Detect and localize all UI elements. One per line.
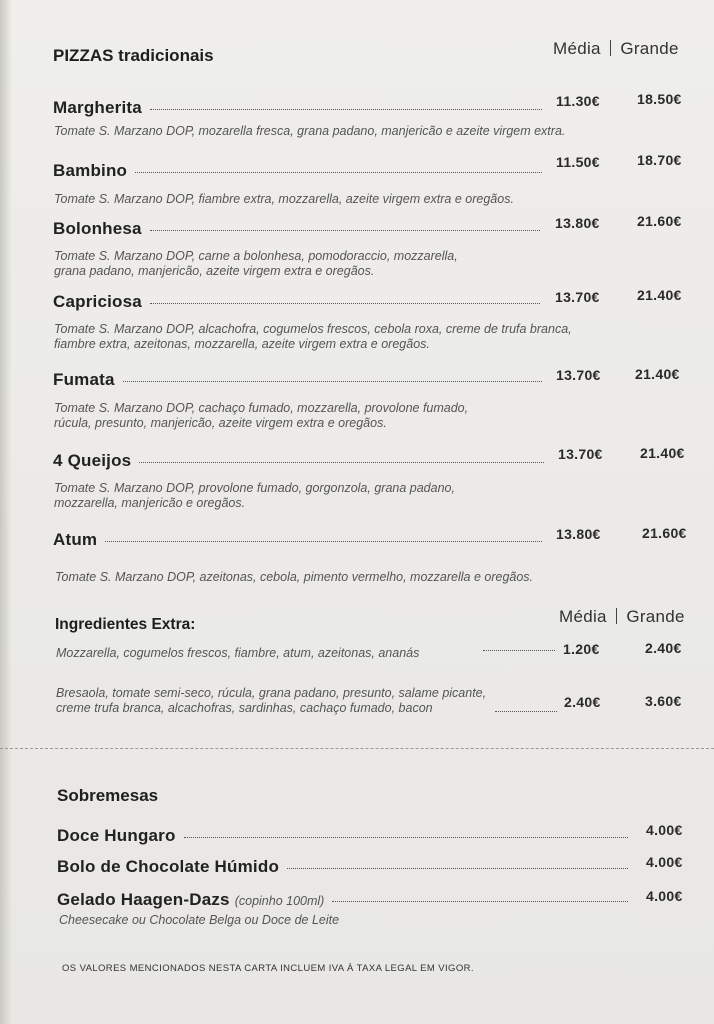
dot-leader	[139, 462, 544, 463]
price-media: 11.30€	[556, 93, 600, 109]
col-grande-label: Grande	[620, 39, 679, 58]
description-line: Tomate S. Marzano DOP, alcachofra, cogumelos frescos, cebola roxa, creme de trufa branca,	[54, 322, 572, 336]
item-description	[54, 322, 572, 352]
item-description	[54, 481, 455, 511]
dot-leader	[135, 172, 542, 173]
price-grande: 21.40€	[635, 366, 680, 382]
description-line: Tomate S. Marzano DOP, carne a bolonhesa, pomodoraccio, mozzarella,	[54, 249, 458, 263]
item-name: Doce Hungaro	[57, 826, 176, 845]
item-name: Bolo de Chocolate Húmido	[57, 857, 280, 876]
price-grande: 3.60€	[645, 693, 682, 709]
dot-leader	[123, 381, 542, 382]
price-grande: 21.60€	[637, 213, 682, 229]
pizzas-section-title: PIZZAS tradicionais	[53, 46, 214, 65]
dot-leader	[287, 868, 628, 869]
description-line: fiambre extra, azeitonas, mozzarella, azeite virgem extra e oregãos.	[54, 337, 430, 351]
price-media: 13.70€	[558, 446, 603, 462]
col-media-label: Média	[559, 607, 607, 626]
price-grande: 21.60€	[642, 525, 687, 541]
column-separator	[616, 608, 618, 624]
dot-leader	[150, 230, 540, 231]
description-line: grana padano, manjericão, azeite virgem extra e oregãos.	[54, 264, 375, 278]
description-line: Tomate S. Marzano DOP, provolone fumado, gorgonzola, grana padano,	[54, 481, 455, 495]
page-edge-shadow	[0, 0, 12, 1024]
dot-leader	[495, 711, 557, 712]
price-media: 13.70€	[555, 289, 600, 305]
menu-item-doce-hungaro	[57, 826, 634, 846]
menu-item-margherita	[53, 98, 548, 118]
menu-item-gelado	[57, 890, 634, 910]
menu-item-bambino	[53, 161, 548, 181]
item-name: Bambino	[53, 161, 128, 180]
item-name: Gelado Haagen-Dazs	[57, 890, 230, 909]
price-grande: 18.70€	[637, 152, 682, 168]
col-media-label: Média	[553, 39, 601, 58]
extras-line: Bresaola, tomate semi-seco, rúcula, grana padano, presunto, salame picante,	[56, 686, 487, 700]
tax-footnote: OS VALORES MENCIONADOS NESTA CARTA INCLUEM IVA À TAXA LEGAL EM VIGOR.	[62, 963, 474, 974]
menu-item-capriciosa	[53, 292, 546, 312]
item-description	[54, 249, 458, 279]
description-line: Tomate S. Marzano DOP, mozarella fresca, grana padano, manjericão e azeite virgem extra.	[54, 124, 566, 138]
item-name: Atum	[53, 530, 98, 549]
price-grande: 21.40€	[637, 287, 682, 303]
item-name: Bolonhesa	[53, 219, 142, 238]
extras-section-title: Ingredientes Extra:	[55, 616, 196, 633]
description-line: Tomate S. Marzano DOP, azeitonas, cebola, pimento vermelho, mozzarella e oregãos.	[55, 570, 534, 584]
item-description: Cheesecake ou Chocolate Belga ou Doce de Leite	[59, 913, 340, 927]
description-line: Tomate S. Marzano DOP, cachaço fumado, mozzarella, provolone fumado,	[54, 401, 469, 415]
price-media: 13.80€	[555, 215, 600, 231]
item-name: Margherita	[53, 98, 142, 117]
item-description	[54, 192, 514, 207]
dot-leader	[184, 837, 628, 838]
item-name: Capriciosa	[53, 292, 142, 311]
item-name: 4 Queijos	[53, 451, 132, 470]
pizzas-column-headers	[553, 39, 679, 59]
description-line: rúcula, presunto, manjericão, azeite virgem extra e oregãos.	[54, 416, 387, 430]
dot-leader	[150, 109, 542, 110]
col-grande-label: Grande	[626, 607, 685, 626]
dot-leader	[105, 541, 542, 542]
item-note: (copinho 100ml)	[234, 894, 325, 908]
dessert-price: 4.00€	[646, 888, 683, 904]
price-media: 1.20€	[563, 641, 600, 657]
price-media: 11.50€	[556, 154, 600, 170]
price-grande: 21.40€	[640, 445, 685, 461]
extras-line: creme trufa branca, alcachofras, sardinhas, cachaço fumado, bacon	[56, 701, 433, 715]
dot-leader	[483, 650, 555, 651]
dot-leader	[332, 901, 628, 902]
item-description	[54, 401, 468, 431]
price-media: 13.80€	[556, 526, 601, 542]
extras-line: Mozzarella, cogumelos frescos, fiambre, atum, azeitonas, ananás	[56, 646, 420, 660]
menu-item-4-queijos	[53, 451, 550, 471]
extras-column-headers	[559, 607, 685, 627]
item-description	[55, 570, 533, 585]
menu-item-bolo-chocolate	[57, 857, 634, 877]
extras-item-basic	[56, 646, 419, 661]
menu-item-fumata	[53, 370, 548, 390]
menu-item-bolonhesa	[53, 219, 546, 239]
column-separator	[610, 40, 612, 56]
item-name: Fumata	[53, 370, 115, 389]
dot-leader	[150, 303, 540, 304]
menu-item-atum	[53, 530, 548, 550]
price-media: 13.70€	[556, 367, 601, 383]
price-grande: 18.50€	[637, 91, 682, 107]
description-line: Tomate S. Marzano DOP, fiambre extra, mozzarella, azeite virgem extra e oregãos.	[54, 192, 514, 206]
dessert-price: 4.00€	[646, 822, 683, 838]
desserts-section-title: Sobremesas	[57, 786, 159, 805]
item-description	[54, 124, 565, 139]
description-line: mozzarella, manjericão e oregãos.	[54, 496, 246, 510]
dessert-price: 4.00€	[646, 854, 683, 870]
price-media: 2.40€	[564, 694, 601, 710]
price-grande: 2.40€	[645, 640, 682, 656]
extras-item-premium	[56, 686, 486, 716]
section-divider	[0, 748, 714, 749]
